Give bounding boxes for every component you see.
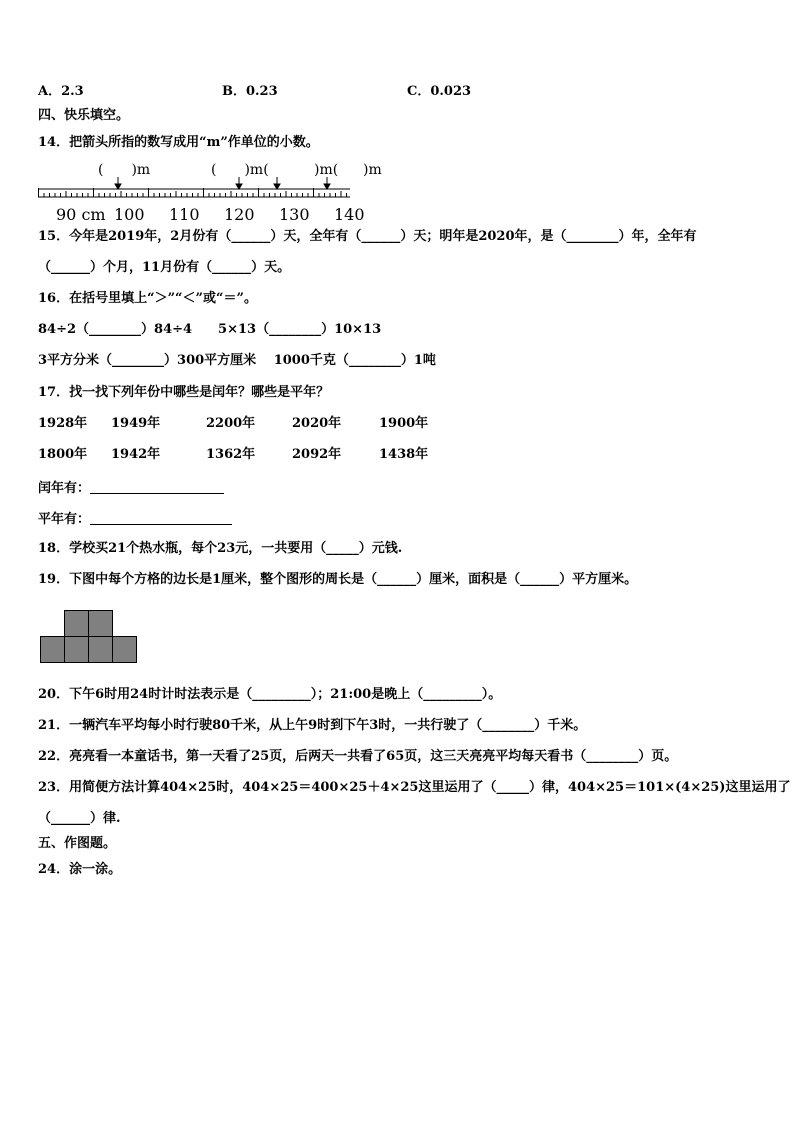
bracket-3: )m(: [286, 162, 339, 178]
year-2092: 2092年: [292, 447, 342, 462]
section-5-title: 五、作图题。: [38, 836, 117, 851]
common-year-label: 平年有：: [38, 512, 91, 527]
question-16-row2: 3平方分米（________）300平方厘米 1000千克（________）1吨: [38, 353, 436, 368]
question-22-text: 22．亮亮看一本童话书，第一天看了25页，后两天一共看了65页，这三天亮亮平均每天看书（________）页。: [38, 749, 678, 764]
grid-figure: [40, 610, 140, 666]
grid-square: [113, 637, 137, 663]
question-14-text: 14．把箭头所指的数写成用“m”作单位的小数。: [38, 135, 319, 150]
question-23-line2: （______）律.: [38, 811, 121, 826]
common-year-blank[interactable]: [90, 511, 232, 525]
tick-label-120: 120: [224, 205, 255, 224]
grid-square: [41, 637, 65, 663]
tick-label-90cm: 90 cm: [56, 205, 106, 224]
year-2200: 2200年: [206, 416, 256, 431]
bracket-1: ( )m: [98, 162, 151, 178]
question-23-line1: 23．用简便方法计算404×25时，404×25＝400×25＋4×25这里运用了（_____）律，404×25＝101×(4×25)这里运用了: [38, 780, 791, 795]
year-1928: 1928年: [38, 416, 88, 431]
year-1800: 1800年: [38, 447, 88, 462]
question-20-text: 20．下午6时用24时计时法表示是（_________）；21:00是晚上（_________）。: [38, 687, 502, 702]
question-15-line2: （______）个月，11月份有（______）天。: [38, 260, 291, 275]
option-b: B．0.23: [222, 84, 278, 99]
question-21-text: 21．一辆汽车平均每小时行驶80千米，从上午9时到下午3时，一共行驶了（________）千米。: [38, 718, 587, 733]
bracket-4: )m: [335, 162, 382, 178]
leap-year-blank[interactable]: [90, 480, 224, 494]
leap-year-answer: [38, 480, 224, 497]
year-1438: 1438年: [379, 447, 429, 462]
ruler-figure: [38, 156, 382, 226]
arrow-head: [115, 184, 121, 189]
section-4-title: 四、快乐填空。: [38, 108, 130, 123]
grid-square: [65, 637, 89, 663]
grid-square: [89, 637, 113, 663]
option-c: C．0.023: [407, 84, 472, 99]
year-1900: 1900年: [379, 416, 429, 431]
grid-square: [89, 611, 113, 637]
question-24-text: 24．涂一涂。: [38, 862, 122, 877]
tick-label-110: 110: [169, 205, 200, 224]
year-1942: 1942年: [111, 447, 161, 462]
option-a: A．2.3: [38, 84, 84, 99]
year-1362: 1362年: [206, 447, 256, 462]
tick-label-140: 140: [334, 205, 365, 224]
grid-square: [65, 611, 89, 637]
year-1949: 1949年: [111, 416, 161, 431]
arrow-head: [324, 184, 330, 189]
question-16-text: 16．在括号里填上“＞”“＜”或“＝”。: [38, 291, 257, 306]
arrow-head: [274, 184, 280, 189]
question-16-row1: 84÷2（________）84÷4 5×13（________）10×13: [38, 322, 382, 337]
year-2020: 2020年: [292, 416, 342, 431]
question-18-text: 18．学校买21个热水瓶，每个23元，一共要用（_____）元钱.: [38, 541, 403, 556]
arrow-head: [236, 184, 242, 189]
tick-label-130: 130: [279, 205, 310, 224]
common-year-answer: [38, 511, 232, 528]
question-15-line1: 15．今年是2019年，2月份有（______）天，全年有（______）天；明年是2020年，是（________）年，全年有: [38, 229, 697, 244]
tick-label-100: 100: [114, 205, 145, 224]
question-17-text: 17．找一找下列年份中哪些是闰年？哪些是平年？: [38, 385, 330, 400]
bracket-2: ( )m(: [211, 162, 269, 178]
leap-year-label: 闰年有：: [38, 481, 91, 496]
question-19-text: 19．下图中每个方格的边长是1厘米，整个图形的周长是（______）厘米，面积是（______）平方厘米。: [38, 572, 638, 587]
